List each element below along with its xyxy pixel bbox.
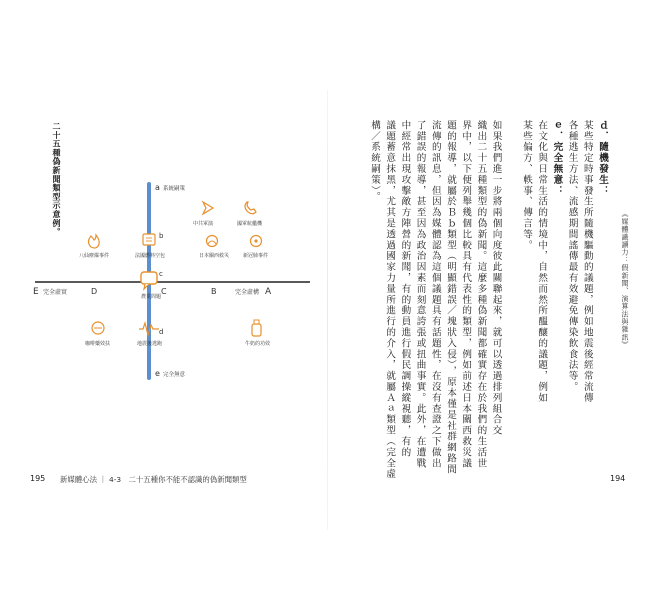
page-gutter xyxy=(327,90,328,530)
center-label: 農業問題 xyxy=(141,294,162,300)
item-phone xyxy=(237,202,263,227)
text-column: 題的報導，就屬於Ｂｂ類型（明顯錯誤／塊狀入侵），原本僅是社群網路間 xyxy=(445,120,456,475)
text-column: 在文化與日常生活的情境中，自然而然所醞釀的議題，例如 xyxy=(536,120,548,404)
bottle-icon xyxy=(252,320,261,336)
axis-letter-c-vert: c xyxy=(159,270,163,278)
text-column: 織出二十五種類型的偽新聞。這麼多種偽新聞都確實存在於我們的生活世 xyxy=(475,120,487,469)
axis-letter-e-left: E xyxy=(33,287,39,297)
item-label: 牛奶的功效 xyxy=(245,341,271,347)
axis-label-bottom: 完全無意 xyxy=(163,372,186,378)
running-head: 《媒體識讀力：假新聞、演算法與雜訊》 xyxy=(621,210,629,349)
phone-icon xyxy=(245,202,256,214)
item-virus xyxy=(243,236,268,260)
text-column: 構／系統嗣策）。 xyxy=(369,120,380,203)
axis-letter-a-right: A xyxy=(265,287,272,297)
axis-label-top: 系統嗣策 xyxy=(163,186,186,192)
item-label: 中共軍演 xyxy=(193,221,214,227)
item-label: 國軍航艦機 xyxy=(237,221,263,227)
text-column: ｄ．隨機發生： xyxy=(597,120,608,197)
axis-letter-c: C xyxy=(161,287,167,296)
item-rescue xyxy=(199,236,229,260)
text-column: ｅ．完全無意： xyxy=(551,120,563,197)
figure-caption: 二十五種偽新聞類型示意例。 xyxy=(52,122,62,237)
text-column: 中經常出現攻擊敵方陣營的新聞，有的動員進行假民調操縱視聽，有的 xyxy=(399,120,411,458)
item-label: 法國燃料空包 xyxy=(135,253,166,259)
text-column: 議題蓄意抹黑，尤其是透過國家力量所進行的介入，就屬Ａａ類型（完全虛 xyxy=(384,120,396,480)
item-jet xyxy=(193,202,214,227)
virus-icon xyxy=(251,236,262,247)
text-column: 界中，以下便列舉幾個比較具有代表性的類型，例如前述日本關西救災議 xyxy=(460,120,472,469)
page-footer: 新媒體心法 ｜ 4-3 二十五種你不能不認識的偽新聞類型 xyxy=(60,475,247,484)
axis-letter-b-vert: b xyxy=(159,232,164,240)
item-bottle xyxy=(245,320,270,347)
text-column: 了錯誤的報導，甚至因為政治因素而刻意誇張或扭曲事實。此外，在遭戰 xyxy=(414,120,426,469)
item-coffee xyxy=(85,322,110,347)
fake-news-type-diagram xyxy=(25,170,315,390)
rescue-icon xyxy=(207,236,218,247)
text-column: 如果我們進一步將兩個向度彼此關聯起來，就可以透過排列組合交 xyxy=(490,120,502,437)
axis-label-left: 完全虛實 xyxy=(43,289,68,296)
jet-icon xyxy=(203,202,213,214)
book-icon xyxy=(143,234,155,245)
item-label: 八仙塵爆事件 xyxy=(79,253,110,259)
page-number-left: 195 xyxy=(30,474,46,483)
text-column: 某些偏方、軼事、傳言等。 xyxy=(521,120,532,251)
item-label: 地震後逃跑 xyxy=(137,341,163,347)
axis-letter-a-top: a xyxy=(155,183,160,192)
text-column: 各種逃生方法、流感期間謠傳最有效避免傳染飲食法等。 xyxy=(566,120,578,393)
axis-label-right: 完全虛構 xyxy=(235,289,260,296)
coffee-icon xyxy=(92,322,104,334)
item-label: 咖啡藥效扶 xyxy=(85,341,111,347)
item-fire xyxy=(79,235,109,259)
fire-icon xyxy=(89,235,100,248)
text-column: 流傳的訊息，但因為媒體認為這個議題具有話題性，在沒有查證之下做出 xyxy=(429,120,441,469)
axis-letter-b: B xyxy=(211,287,217,296)
text-column: 某些特定時事發生所隨機驅動的議題，例如地震後經常流傳 xyxy=(581,120,593,404)
axis-letter-d-vert: d xyxy=(159,328,164,336)
item-label: 日本關西救災 xyxy=(199,253,230,259)
page-number-right: 194 xyxy=(610,474,626,483)
axis-letter-e-bottom: e xyxy=(155,369,160,378)
axis-letter-d: D xyxy=(91,287,98,296)
item-label: 新冠肺事件 xyxy=(243,253,269,259)
